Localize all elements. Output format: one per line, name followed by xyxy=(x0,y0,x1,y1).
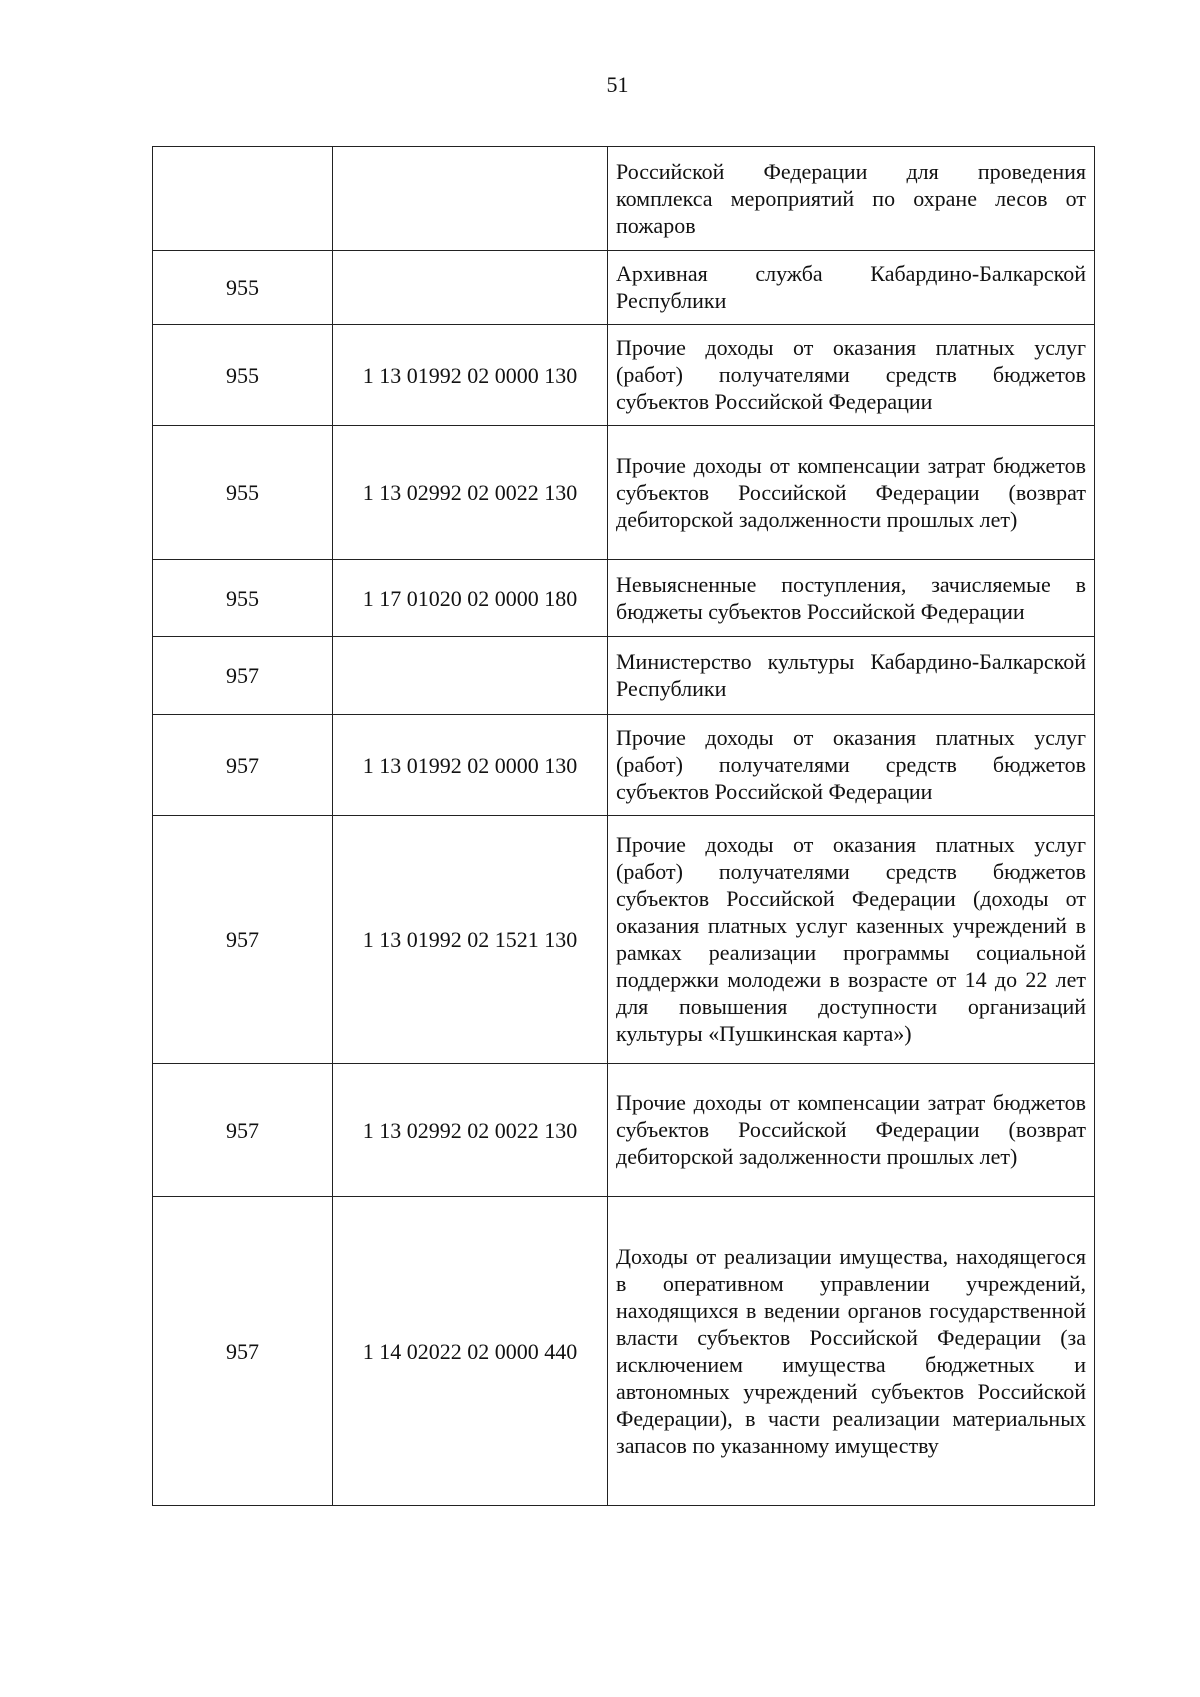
table-row xyxy=(153,426,1095,560)
admin-code-cell: 957 xyxy=(153,637,333,715)
kbk-code-cell: 1 17 01020 02 0000 180 xyxy=(333,560,608,637)
description-cell: Невыясненные поступления, зачисляемые в бюджеты субъектов Российской Федерации xyxy=(608,560,1095,637)
admin-code-cell: 957 xyxy=(153,816,333,1064)
kbk-code-cell: 1 13 02992 02 0022 130 xyxy=(333,1064,608,1197)
description-cell: Российской Федерации для проведения комплекса мероприятий по охране лесов от пожаров xyxy=(608,147,1095,251)
kbk-code-cell xyxy=(333,251,608,325)
table-row xyxy=(153,251,1095,325)
table-row xyxy=(153,715,1095,816)
description-cell: Прочие доходы от компенсации затрат бюджетов субъектов Российской Федерации (возврат дебиторской задолженности прошлых лет) xyxy=(608,1064,1095,1197)
table-row xyxy=(153,816,1095,1064)
admin-code-cell xyxy=(153,147,333,251)
admin-code-cell: 955 xyxy=(153,325,333,426)
admin-code-cell: 955 xyxy=(153,560,333,637)
revenue-classification-table xyxy=(152,146,1095,1506)
table-row xyxy=(153,147,1095,251)
kbk-code-cell xyxy=(333,637,608,715)
description-cell: Архивная служба Кабардино-Балкарской Республики xyxy=(608,251,1095,325)
admin-code-cell: 957 xyxy=(153,715,333,816)
description-cell: Прочие доходы от оказания платных услуг (работ) получателями средств бюджетов субъектов Российской Федерации xyxy=(608,325,1095,426)
kbk-code-cell: 1 14 02022 02 0000 440 xyxy=(333,1197,608,1506)
kbk-code-cell: 1 13 02992 02 0022 130 xyxy=(333,426,608,560)
kbk-code-cell xyxy=(333,147,608,251)
description-cell: Прочие доходы от оказания платных услуг (работ) получателями средств бюджетов субъектов Российской Федерации xyxy=(608,715,1095,816)
admin-code-cell: 957 xyxy=(153,1197,333,1506)
table-row xyxy=(153,560,1095,637)
table-row xyxy=(153,325,1095,426)
description-cell: Прочие доходы от компенсации затрат бюджетов субъектов Российской Федерации (возврат дебиторской задолженности прошлых лет) xyxy=(608,426,1095,560)
table-row xyxy=(153,637,1095,715)
description-cell: Прочие доходы от оказания платных услуг (работ) получателями средств бюджетов субъектов Российской Федерации (доходы от оказания платных услуг казенных учреждений в рамках реализации программы социальной поддержки молодежи в возрасте от 14 до 22 лет для повышения доступности организаций культуры «Пушкинская карта») xyxy=(608,816,1095,1064)
admin-code-cell: 955 xyxy=(153,251,333,325)
kbk-code-cell: 1 13 01992 02 1521 130 xyxy=(333,816,608,1064)
description-cell: Министерство культуры Кабардино-Балкарской Республики xyxy=(608,637,1095,715)
page-number: 51 xyxy=(606,72,629,97)
table-row xyxy=(153,1197,1095,1506)
kbk-code-cell: 1 13 01992 02 0000 130 xyxy=(333,325,608,426)
description-cell: Доходы от реализации имущества, находящегося в оперативном управлении учреждений, находящихся в ведении органов государственной власти субъектов Российской Федерации (за исключением имущества бюджетных и автономных учреждений субъектов Российской Федерации), в части реализации материальных запасов по указанному имуществу xyxy=(608,1197,1095,1506)
kbk-code-cell: 1 13 01992 02 0000 130 xyxy=(333,715,608,816)
admin-code-cell: 955 xyxy=(153,426,333,560)
table-row xyxy=(153,1064,1095,1197)
admin-code-cell: 957 xyxy=(153,1064,333,1197)
